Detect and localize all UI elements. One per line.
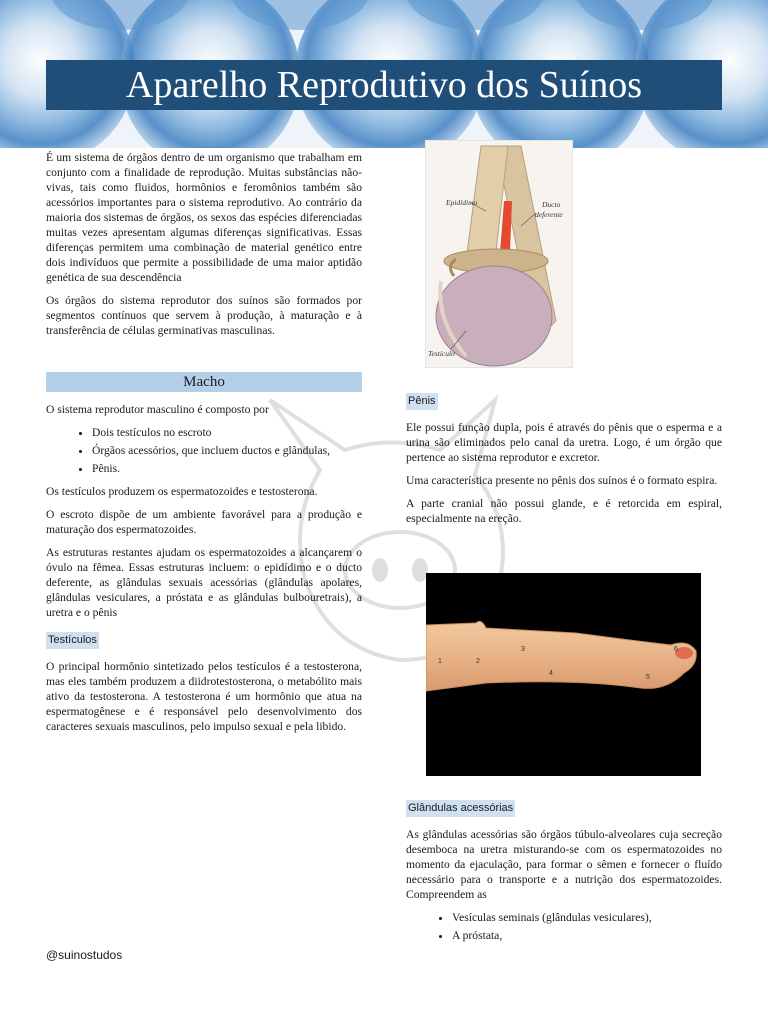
label-deferente: deferente bbox=[535, 210, 563, 219]
section-heading-penis: Pênis bbox=[406, 393, 438, 410]
macho-list bbox=[46, 425, 362, 476]
penis-paragraph-1: Ele possui função dupla, pois é através do pênis que o esperma e a urina são eliminados pelo canal da uretra. Logo, é um órgão que pertence ao sistema reprodutor e excretor. bbox=[406, 421, 722, 464]
section-heading-glandulas: Glândulas acessórias bbox=[406, 800, 515, 817]
glandulas-list bbox=[406, 910, 722, 943]
label-testiculo: Testículo bbox=[428, 349, 455, 358]
list-item: • Vesículas seminais (glândulas vesiculares), bbox=[452, 910, 722, 925]
list-item: • Órgãos acessórios, que incluem ductos e glândulas, bbox=[92, 443, 362, 458]
photo-label-4: 4 bbox=[549, 670, 553, 677]
page-title: Aparelho Reprodutivo dos Suínos bbox=[46, 60, 722, 110]
left-column bbox=[46, 150, 362, 742]
penis-photo-drawing bbox=[426, 573, 701, 776]
macho-paragraph-2: Os testículos produzem os espermatozoides e testosterona. bbox=[46, 485, 318, 498]
macho-paragraph-1: O sistema reprodutor masculino é composto por bbox=[46, 403, 269, 416]
penis-paragraph-3: A parte cranial não possui glande, e é retorcida em espiral, especialmente na ereção. bbox=[406, 497, 722, 525]
list-item: • A próstata, bbox=[452, 928, 722, 943]
right-column-lower bbox=[406, 800, 722, 951]
photo-label-1: 1 bbox=[438, 658, 442, 665]
intro-paragraph-2: Os órgãos do sistema reprodutor dos suínos são formados por segmentos contínuos que servem à produção, à maturação e à transferência de células germinativas masculinas. bbox=[46, 294, 362, 337]
footer-credit: @suinostudos bbox=[46, 948, 123, 962]
photo-label-6: 6 bbox=[674, 646, 678, 653]
glandulas-paragraph: As glândulas acessórias são órgãos túbulo-alveolares cuja secreção desemboca na uretra misturando-se com os espermatozoides no momento da ejaculação, para formar o sêmen e fornecer o fluído necessário para o transporte e a nutrição dos espermatozoides. Compreendem as bbox=[406, 828, 722, 901]
photo-label-3: 3 bbox=[521, 646, 525, 653]
testis-drawing bbox=[426, 141, 572, 367]
testiculos-paragraph: O principal hormônio sintetizado pelos testículos é a testosterona, mas eles também produzem a diidrotestosterona, o metabólito mais ativo da testosterona. A testosterona é um hormônio que atua na espermatogênese e é responsável pelo desenvolvimento dos caracteres sexuais masculinos, pelo impulso sexual e pela libido. bbox=[46, 660, 362, 733]
intro-paragraph-1: É um sistema de órgãos dentro de um organismo que trabalham em conjunto com a finalidade de reprodução. Muitas substâncias não-vivas, tais como fluidos, hormônios e feromônios também são acessórios importantes para o sistema reprodutivo. Ao contrário da maioria dos sistemas de órgãos, os sexos das espécies diferenciadas muitas vezes apresentam algumas diferenças significativas. Essas diferenças permitem uma combinação de material genético entre dois indivíduos que permite a possibilidade de uma maior aptidão genética de sua descendência bbox=[46, 151, 362, 284]
section-heading-testiculos: Testículos bbox=[46, 632, 99, 649]
photo-label-2: 2 bbox=[476, 658, 480, 665]
penis-photo bbox=[426, 573, 701, 776]
list-item: • Dois testículos no escroto bbox=[92, 425, 362, 440]
section-heading-macho: Macho bbox=[46, 372, 362, 392]
label-ducto: Ducto bbox=[542, 200, 561, 209]
testis-illustration bbox=[425, 140, 573, 368]
penis-paragraph-2: Uma característica presente no pênis dos suínos é o formato espira. bbox=[406, 474, 718, 487]
list-item: • Pênis. bbox=[92, 461, 362, 476]
label-epididimo: Epidídimo bbox=[446, 198, 478, 207]
right-column bbox=[406, 393, 722, 534]
macho-paragraph-4: As estruturas restantes ajudam os espermatozoides a alcançarem o óvulo na fêmea. Essas estruturas incluem: o epidídimo e o ducto deferente, as glândulas sexuais acessórias (glândulas apolares, glândulas vesiculares, a próstata e as glândulas bulbouretrais), a uretra e o pênis bbox=[46, 546, 362, 619]
macho-paragraph-3: O escroto dispõe de um ambiente favorável para a produção e maturação dos espermatozoides. bbox=[46, 508, 362, 536]
photo-label-5: 5 bbox=[646, 674, 650, 681]
